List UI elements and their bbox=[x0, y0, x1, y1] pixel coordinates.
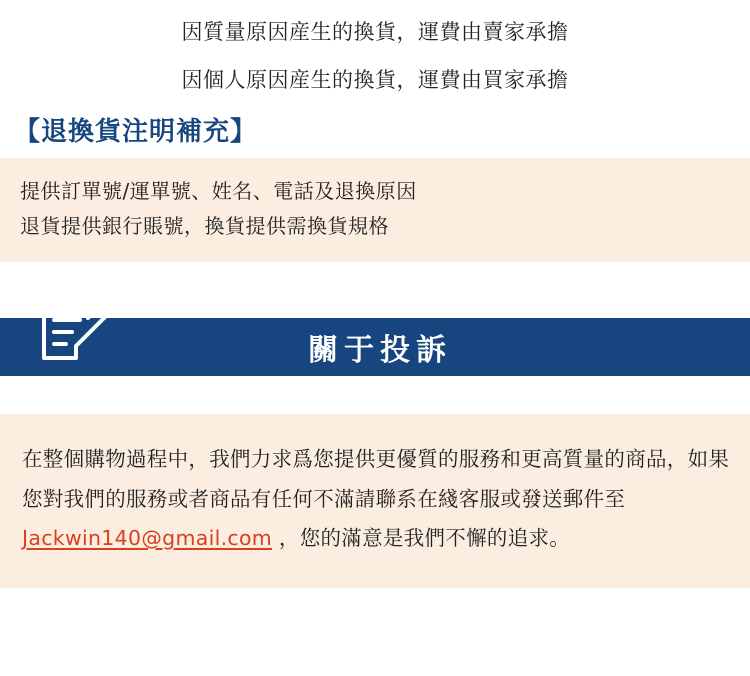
closing-text-after-email: ，您的滿意是我們不懈的追求。 bbox=[272, 525, 571, 550]
closing-text-before-email: 在整個購物過程中，我們力求爲您提供更優質的服務和更高質量的商品，如果您對我們的服務或者商品有任何不滿請聯系在綫客服或發送郵件至 bbox=[22, 447, 730, 511]
complaint-banner bbox=[0, 318, 750, 380]
closing-paragraph bbox=[22, 440, 730, 558]
note-line-2: 退貨提供銀行賬號，換貨提供需換貨規格 bbox=[20, 214, 389, 239]
note-line-1: 提供訂單號/運單號、姓名、電話及退換原因 bbox=[20, 179, 417, 204]
return-policy-block bbox=[0, 0, 750, 97]
pencil-edit-icon bbox=[36, 288, 118, 366]
note-section-heading: 【退換貨注明補充】 bbox=[14, 117, 258, 148]
support-email-link[interactable]: Jackwin140@gmail.com bbox=[22, 525, 273, 550]
return-policy-line-1: 因質量原因産生的換貨，運費由賣家承擔 bbox=[181, 20, 569, 44]
closing-box bbox=[0, 414, 750, 588]
complaint-banner-title: 關于投訴 bbox=[308, 333, 452, 369]
note-box bbox=[0, 158, 750, 262]
return-policy-line-2: 因個人原因産生的換貨，運費由買家承擔 bbox=[181, 67, 569, 92]
